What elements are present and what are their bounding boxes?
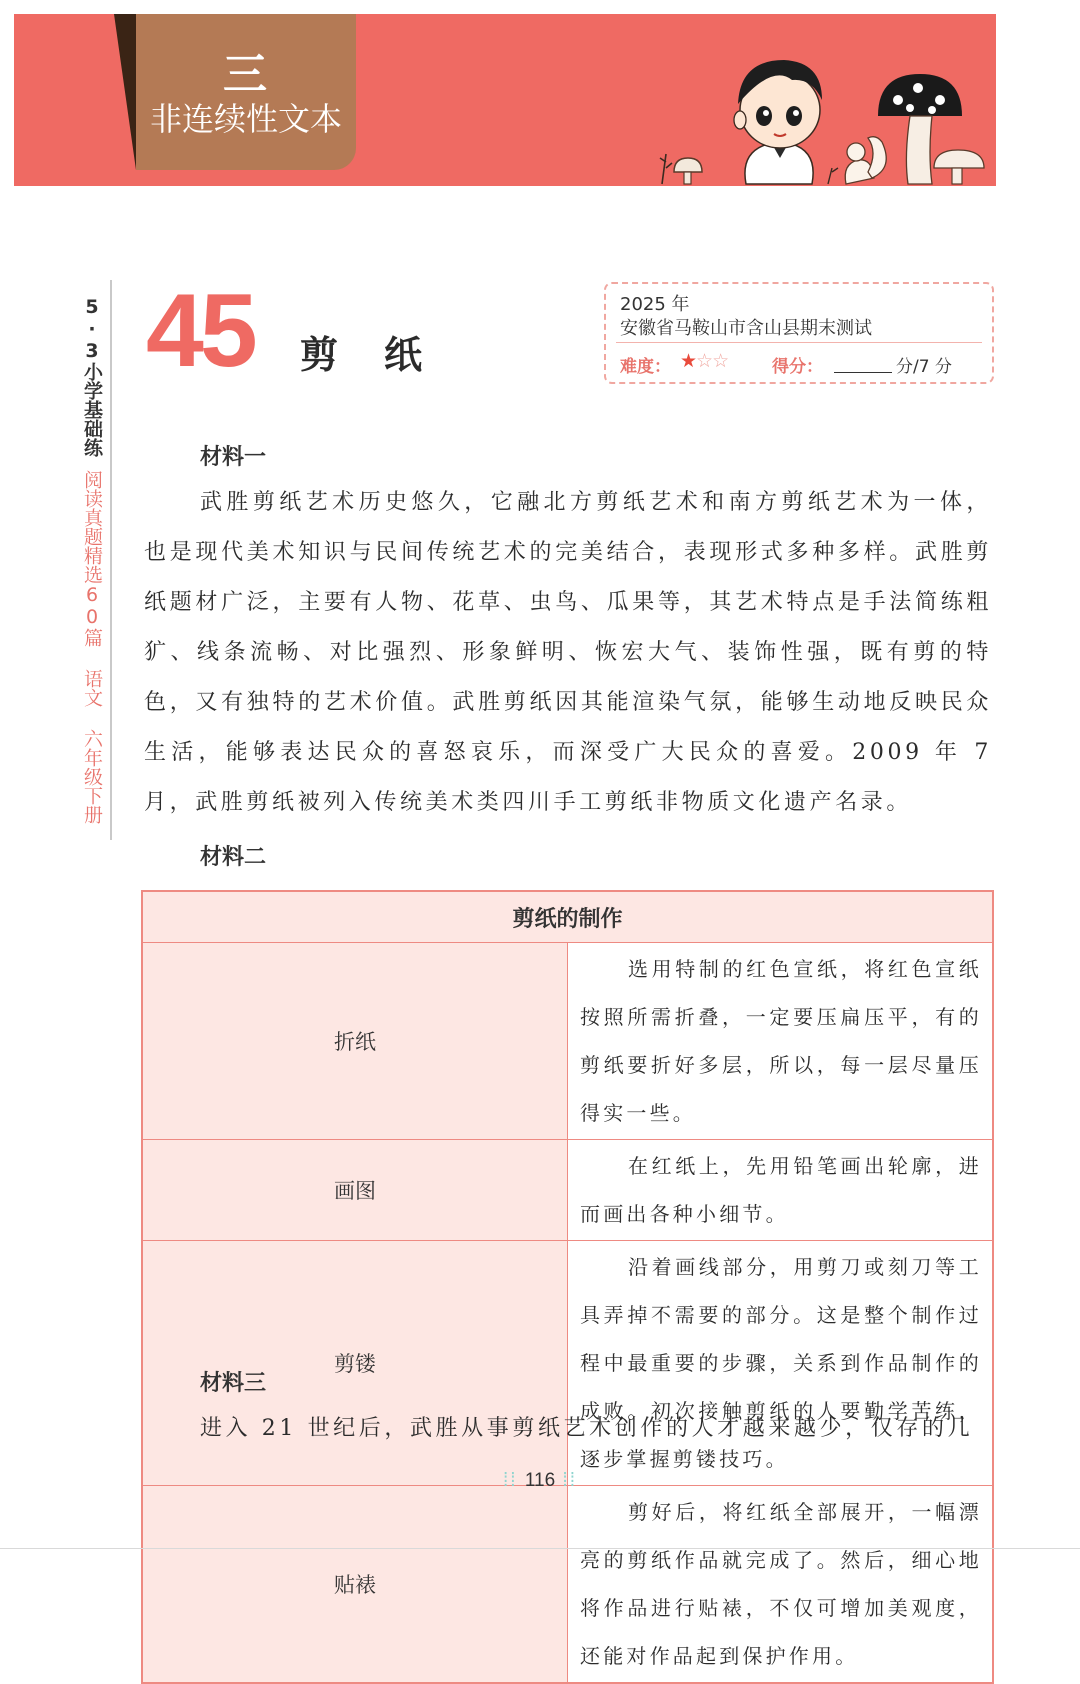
exam-source: 安徽省马鞍山市含山县期末测试 bbox=[620, 318, 872, 339]
exam-info-box bbox=[604, 282, 994, 384]
step-name: 折纸 bbox=[142, 943, 568, 1140]
table-title: 剪纸的制作 bbox=[142, 891, 993, 943]
book-title: 阅读真题精选60篇 语文 六年级下册 bbox=[81, 470, 103, 824]
dots-decoration: ⁞⁞ bbox=[555, 1470, 577, 1491]
step-name: 画图 bbox=[142, 1140, 568, 1241]
step-desc: 在红纸上，先用铅笔画出轮廓，进而画出各种小细节。 bbox=[568, 1140, 994, 1241]
table-row bbox=[142, 1140, 993, 1241]
table-row bbox=[142, 943, 993, 1140]
step-name: 剪镂 bbox=[142, 1241, 568, 1486]
score-label: 得分： bbox=[772, 357, 823, 377]
score-total: 分/7 分 bbox=[896, 357, 952, 377]
material-2-heading: 材料二 bbox=[200, 845, 267, 870]
step-desc: 沿着画线部分，用剪刀或刻刀等工具弄掉不需要的部分。这是整个制作过程中最重要的步骤，关系到作品制作的成败。初次接触剪纸的人要勤学苦练，逐步掌握剪镂技巧。 bbox=[568, 1241, 994, 1486]
bottom-divider bbox=[0, 1548, 1080, 1549]
step-desc: 剪好后，将红纸全部展开，一幅漂亮的剪纸作品就完成了。然后，细心地将作品进行贴裱，不仅可增加美观度，还能对作品起到保护作用。 bbox=[568, 1486, 994, 1684]
lesson-number: 45 bbox=[146, 273, 254, 389]
papercut-steps-table bbox=[141, 890, 994, 1684]
material-3-heading: 材料三 bbox=[200, 1371, 267, 1396]
step-desc: 选用特制的红色宣纸，将红色宣纸按照所需折叠，一定要压扁压平，有的剪纸要折好多层，所以，每一层尽量压得实一些。 bbox=[568, 943, 994, 1140]
star-empty-icon: ☆☆ bbox=[696, 350, 729, 372]
difficulty-rating bbox=[680, 350, 728, 372]
page-number-value: 116 bbox=[524, 1470, 556, 1491]
unit-number: 三 bbox=[223, 49, 269, 100]
unit-title: 非连续性文本 bbox=[149, 100, 342, 138]
book-series: 5·3小学基础练 bbox=[81, 296, 103, 457]
unit-tab bbox=[136, 14, 356, 170]
page-number bbox=[0, 1470, 1080, 1492]
unit-banner bbox=[14, 14, 996, 186]
score-blank[interactable] bbox=[834, 372, 892, 373]
lesson-title: 剪纸 bbox=[300, 333, 469, 377]
dots-decoration: ⁞⁞ bbox=[503, 1470, 525, 1491]
cartoon-boy-mushroom-illustration bbox=[634, 44, 994, 186]
difficulty-label: 难度： bbox=[620, 357, 671, 377]
star-filled-icon: ★ bbox=[680, 350, 697, 372]
material-1-text: 武胜剪纸艺术历史悠久，它融北方剪纸艺术和南方剪纸艺术为一体，也是现代美术知识与民间传统艺术的完美结合，表现形式多种多样。武胜剪纸题材广泛，主要有人物、花草、虫鸟、瓜果等，其艺术特点是手法简练粗犷、线条流畅、对比强烈、形象鲜明、恢宏大气、装饰性强，既有剪的特色，又有独特的艺术价值。武胜剪纸因其能渲染气氛，能够生动地反映民众生活，能够表达民众的喜怒哀乐，而深受广大民众的喜爱。2009 年 7 月，武胜剪纸被列入传统美术类四川手工剪纸非物质文化遗产名录。 bbox=[144, 490, 992, 815]
material-1-heading: 材料一 bbox=[200, 445, 267, 470]
exam-year: 2025 年 bbox=[620, 294, 690, 315]
material-3-text: 进入 21 世纪后，武胜从事剪纸艺术创作的人才越来越少，仅存的几 bbox=[200, 1416, 974, 1441]
step-name: 贴裱 bbox=[142, 1486, 568, 1684]
table-row bbox=[142, 1486, 993, 1684]
side-divider bbox=[110, 280, 112, 840]
